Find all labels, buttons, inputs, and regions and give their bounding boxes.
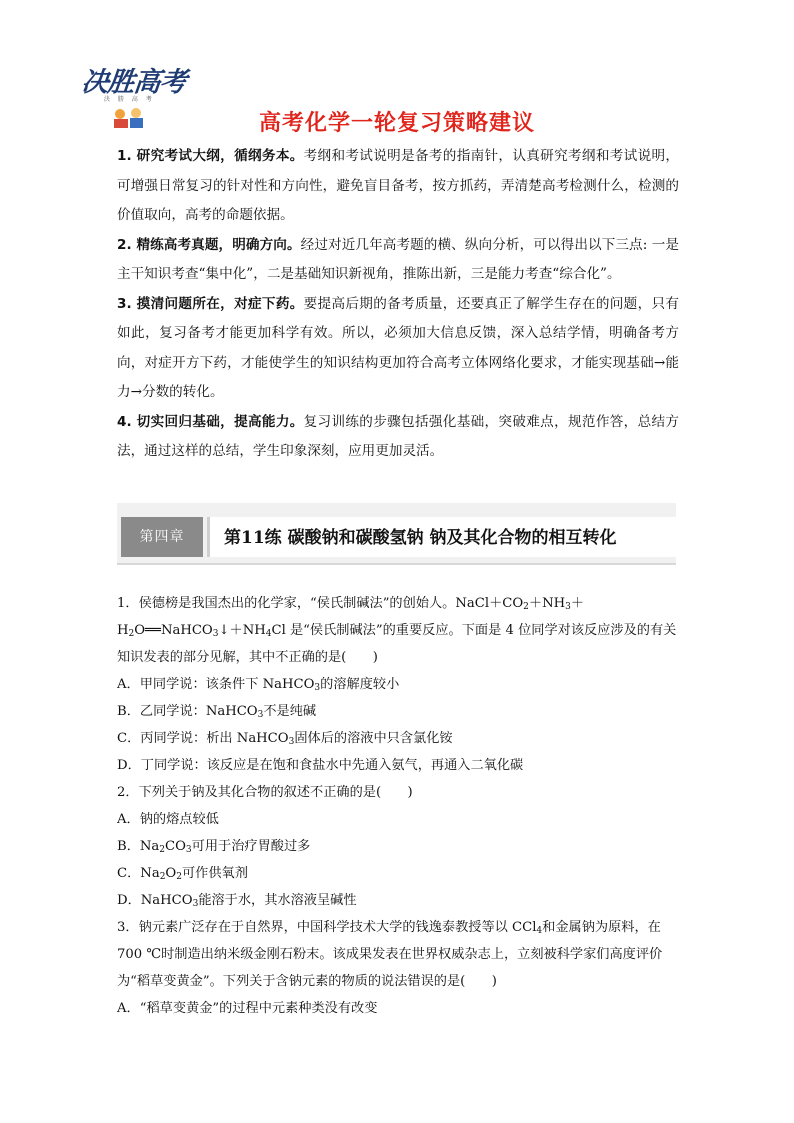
question-3-option-a: A．“稻草变黄金”的过程中元素种类没有改变 xyxy=(117,1001,378,1016)
strategy-tips xyxy=(117,142,679,467)
questions xyxy=(117,590,682,1022)
chapter-banner xyxy=(117,503,676,565)
question-1-option-b: B．乙同学说：NaHCO$_3$不是纯碱 xyxy=(117,704,317,720)
tip-heading: 1. 研究考试大纲，循纲务本。 xyxy=(117,148,304,164)
question-3-stem: 3．钠元素广泛存在于自然界，中国科学技术大学的钱逸泰教授等以 CCl$_4$和金属钠为原料，在 700 ℃时制造出纳米级金刚石粉末。该成果发表在世界权威杂志上，立刻被科学家们高度评价为“稻草变黄金”。下列关于含钠元素的物质的说法错误的是( ) xyxy=(117,920,663,989)
logo-text: 决胜高考 xyxy=(80,67,188,98)
tip-body: 复习训练的步骤包括强化基础，突破难点，规范作答，总结方法，通过这样的总结，学生印象深刻，应用更加灵活。 xyxy=(117,413,679,459)
tip-body: 经过对近几年高考题的横、纵向分析，可以得出以下三点: 一是主干知识考查“集中化”，二是基础知识新视角，推陈出新，三是能力考查“综合化”。 xyxy=(117,236,680,282)
question-1-option-a: A．甲同学说：该条件下 NaHCO$_3$的溶解度较小 xyxy=(117,677,400,693)
question-2-option-b: B．$Na_2CO_3$可用于治疗胃酸过多 xyxy=(117,839,311,855)
tip-body: 考纲和考试说明是备考的指南针，认真研究考纲和考试说明，可增强日常复习的针对性和方向性，避免盲目备考，按方抓药，弄清楚高考检测什么，检测的价值取向，高考的命题依据。 xyxy=(117,148,679,223)
tip-heading: 4. 切实回归基础，提高能力。 xyxy=(117,413,304,430)
question-2-option-d: D．NaHCO$_3$能溶于水，其水溶液呈碱性 xyxy=(117,893,357,909)
tip-body: 要提高后期的备考质量，还要真正了解学生存在的问题，只有如此，复习备考才能更加科学有效。所以，必须加大信息反馈，深入总结学情，明确备考方向，对症开方下药，才能使学生的知识结构更加符合高考立体网络化要求，才能实现基础→能力→分数的转化。 xyxy=(117,295,679,400)
tip-2 xyxy=(117,231,679,290)
tip-3 xyxy=(117,290,679,408)
tip-heading: 3. 摸清问题所在，对症下药。 xyxy=(117,295,304,312)
question-2-option-a: A．钠的熔点较低 xyxy=(117,812,219,827)
exercise-title: 第11练 碳酸钠和碳酸氢钠 钠及其化合物的相互转化 xyxy=(207,517,676,557)
chapter-tag: 第四章 xyxy=(121,517,203,557)
question-2-option-c: C．$Na_2O_2$可作供氧剂 xyxy=(117,866,248,882)
tip-4 xyxy=(117,408,679,467)
question-1-option-c: C．丙同学说：析出 NaHCO$_3$固体后的溶液中只含氯化铵 xyxy=(117,731,453,747)
question-2-stem: 2．下列关于钠及其化合物的叙述不正确的是( ) xyxy=(117,785,413,800)
tip-heading: 2. 精练高考真题，明确方向。 xyxy=(117,236,301,253)
question-1-option-d: D．丁同学说：该反应是在饱和食盐水中先通入氨气，再通入二氧化碳 xyxy=(117,758,524,773)
page-title: 高考化学一轮复习策略建议 xyxy=(258,111,535,136)
tip-1 xyxy=(117,142,679,231)
question-1-stem: 1．侯德榜是我国杰出的化学家，“侯氏制碱法”的创始人。$NaCl+CO_2+NH_3+$ $H_2O══NaHCO_3↓+NH_4Cl$ 是“侯氏制碱法”的重要反应。下面是 4 位同学对该反应涉及的有关知识发表的部分见解，其中不正确的是( ) xyxy=(117,596,677,665)
logo-subtext: 決 勝 高 考 xyxy=(104,96,155,103)
